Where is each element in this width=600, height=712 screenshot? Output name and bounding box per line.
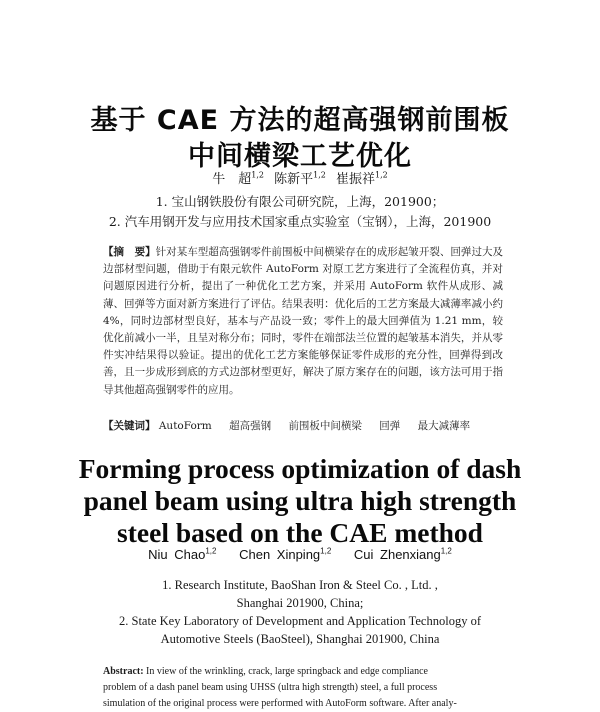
author-affiliation-mark: 1,2 <box>375 170 388 180</box>
author-name: Niu Chao <box>148 547 206 563</box>
english-title-line-1: Forming process optimization of dash <box>78 453 522 484</box>
keyword: 回弹 <box>379 420 401 432</box>
english-affiliation-line-4: Automotive Steels (BaoSteel), Shanghai 201900, China <box>160 632 440 646</box>
english-affiliation-line-3: 2. State Key Laboratory of Development and Application Technology of <box>119 614 481 628</box>
abstract-text: 针对某车型超高强钢零件前围板中间横梁存在的成形起皱开裂、回弹过大及边部材型问题，借助于有限元软件 AutoForm 对原工艺方案进行了全流程仿真，并对问题原因进行分析，提出了一种优化工艺方案，并采用 AutoForm 软件从成形、减薄、回弹等方面对新方案进行了评估。结果表明：优化后的工艺方案最大减薄率减小约 4%，同时边部材型良好，基本与产品设一致；零件上的最大回弹值为 1.21 mm，较优化前减小一半，且呈对称分布；同时，零件在端部法兰位置的起皱基本消失，并从零件实冲结果得以验证。提出的优化工艺方案能够保证零件成形的充分性，回弹得到改善，且一步成形到底的方式边部材型更好，解决了原方案存在的问题，该方法可用于指导其他超高强钢零件的应用。 <box>103 246 504 396</box>
author-affiliation-mark: 1,2 <box>440 547 452 556</box>
author-name: 陈新平 <box>274 172 314 187</box>
keyword: AutoForm <box>158 420 212 432</box>
abstract-text: In view of the wrinkling, crack, large springback and edge compliance <box>146 666 428 677</box>
author <box>239 547 331 562</box>
english-abstract-line <box>103 664 503 680</box>
keywords-label: 【关键词】 <box>103 420 156 432</box>
abstract-label: 【摘 要】 <box>103 246 156 258</box>
author-affiliation-mark: 1,2 <box>251 170 264 180</box>
keyword: 最大减薄率 <box>417 420 471 432</box>
keyword: 超高强钢 <box>229 420 272 432</box>
author-affiliation-mark: 1,2 <box>320 547 332 556</box>
chinese-affiliation-1: 1. 宝山钢铁股份有限公司研究院，上海，201900； <box>155 194 445 209</box>
keyword: 前围板中间横梁 <box>288 420 362 432</box>
english-title-line-3: steel based on the CAE method <box>117 517 483 548</box>
author-name: 崔振祥 <box>336 172 376 187</box>
english-abstract-line: problem of a dash panel beam using UHSS (ultra high strength) steel, a full process <box>103 682 438 693</box>
author-name: 牛 超 <box>212 172 252 187</box>
english-affiliation-line-2: Shanghai 201900, China; <box>236 596 364 610</box>
author <box>354 547 452 562</box>
chinese-abstract <box>103 244 503 399</box>
abstract-label: Abstract: <box>103 666 144 677</box>
chinese-affiliation-2: 2. 汽车用钢开发与应用技术国家重点实验室（宝钢），上海，201900 <box>108 214 492 229</box>
chinese-authors <box>0 168 600 187</box>
author-name: Cui Zhenxiang <box>353 547 441 563</box>
english-title-line-2: panel beam using ultra high strength <box>83 485 517 516</box>
english-authors <box>0 547 600 562</box>
chinese-keywords <box>103 418 503 433</box>
chinese-title-line-2: 中间横梁工艺优化 <box>188 141 412 172</box>
author-affiliation-mark: 1,2 <box>205 547 217 556</box>
author-name: Chen Xinping <box>239 547 321 563</box>
english-abstract <box>103 664 503 712</box>
english-abstract-line: simulation of the original process were performed with AutoForm software. After analy- <box>103 698 457 709</box>
author <box>148 547 216 562</box>
author-affiliation-mark: 1,2 <box>313 170 326 180</box>
english-affiliation-line-1: 1. Research Institute, BaoShan Iron & Steel Co. , Ltd. , <box>162 578 438 592</box>
chinese-title-line-1: 基于 CAE 方法的超高强钢前围板 <box>90 105 510 136</box>
